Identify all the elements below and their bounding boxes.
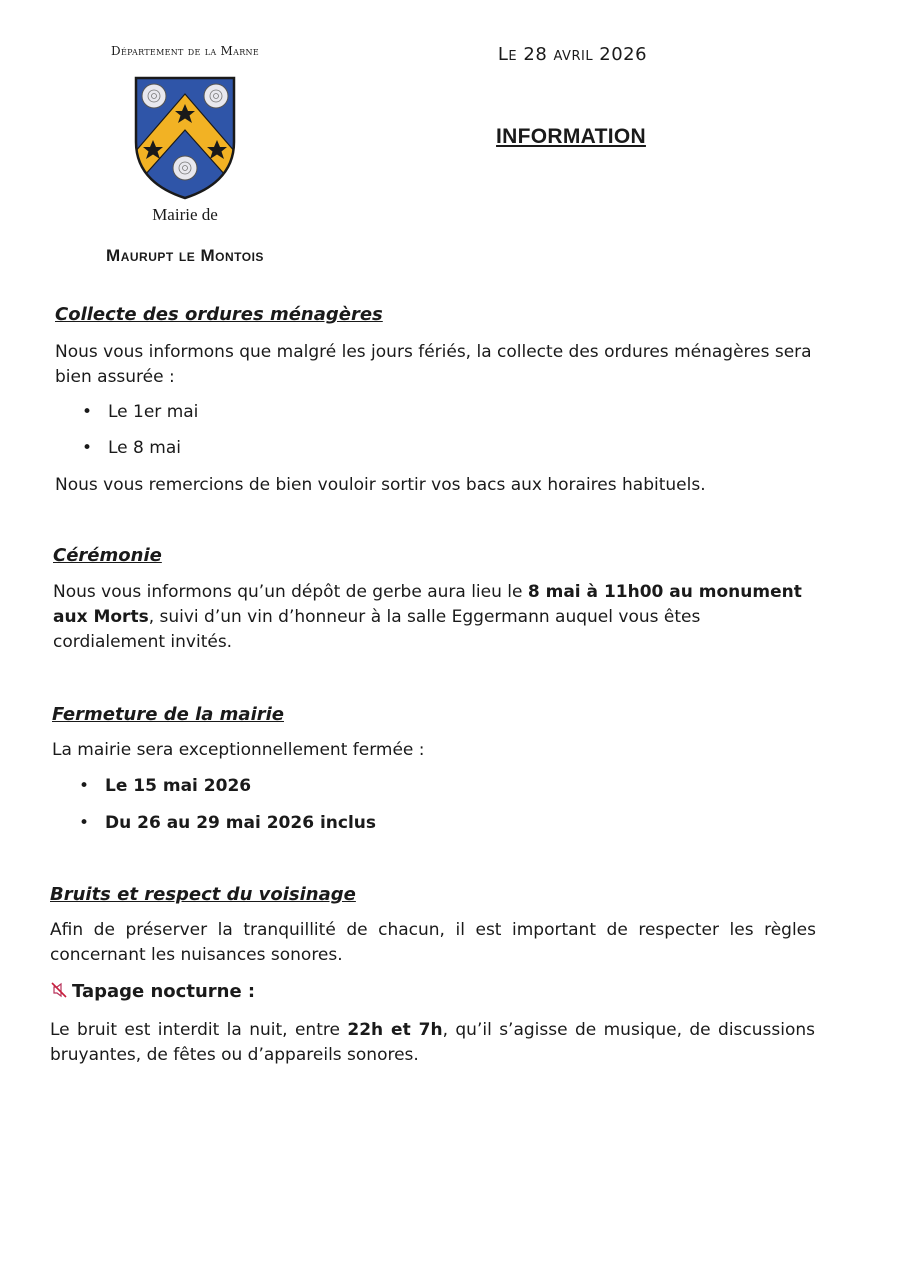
- section-heading-collecte: Collecte des ordures ménagères: [55, 304, 383, 325]
- tapage-subheading: [50, 981, 255, 1002]
- document-date: Le 28 avril 2026: [497, 44, 648, 65]
- section-heading-fermeture: Fermeture de la mairie: [52, 704, 284, 725]
- ceremonie-text: [53, 580, 815, 655]
- list-item-text: Du 26 au 29 mai 2026 inclus: [105, 813, 376, 833]
- ceremonie-text-end: , suivi d’un vin d’honneur à la salle Eggermann auquel vous êtes cordialement invités.: [53, 607, 701, 652]
- fermeture-intro: La mairie sera exceptionnellement fermée :: [52, 740, 425, 760]
- list-item: [82, 436, 181, 461]
- coat-of-arms-icon: [132, 76, 238, 200]
- muted-sound-icon: [50, 981, 68, 999]
- section-heading-ceremonie: Cérémonie: [53, 545, 162, 566]
- list-item-text: Le 8 mai: [108, 438, 181, 458]
- collecte-outro: Nous vous remercions de bien vouloir sortir vos bacs aux horaires habituels.: [55, 475, 706, 495]
- list-item-text: Le 15 mai 2026: [105, 776, 252, 796]
- bruits-intro: Afin de préserver la tranquillité de chacun, il est important de respecter les règles concernant les nuisances sonores.: [50, 920, 816, 965]
- list-item: [82, 400, 199, 425]
- bullet-icon: •: [79, 776, 90, 796]
- tapage-text-start: Le bruit est interdit la nuit, entre: [50, 1020, 348, 1040]
- ceremonie-text-start: Nous vous informons qu’un dépôt de gerbe aura lieu le: [53, 582, 528, 602]
- tapage-text-end: , qu’il s’agisse de musique, de discussions bruyantes, de fêtes ou d’appareils sonores.: [50, 1020, 815, 1065]
- coat-of-arms-logo: [132, 76, 238, 200]
- town-name: Maurupt le Montois: [106, 246, 264, 265]
- section-heading-bruits: Bruits et respect du voisinage: [50, 884, 356, 905]
- bullet-icon: •: [79, 813, 90, 833]
- tapage-label: Tapage nocturne :: [72, 981, 256, 1002]
- tapage-text-highlight: 22h et 7h: [347, 1020, 443, 1040]
- collecte-intro: Nous vous informons que malgré les jours fériés, la collecte des ordures ménagères sera bien assurée :: [55, 342, 812, 387]
- list-item-text: Le 1er mai: [108, 402, 199, 422]
- ceremonie-text-highlight: 8 mai à 11h00 au monument aux Morts: [53, 582, 802, 627]
- department-label: Département de la Marne: [111, 44, 259, 58]
- page-title: INFORMATION: [496, 125, 646, 148]
- tapage-text: [50, 1018, 815, 1068]
- mairie-label: Mairie de: [152, 205, 218, 224]
- list-item: [79, 774, 252, 799]
- bullet-icon: •: [82, 402, 93, 422]
- bullet-icon: •: [82, 438, 93, 458]
- list-item: [79, 811, 376, 836]
